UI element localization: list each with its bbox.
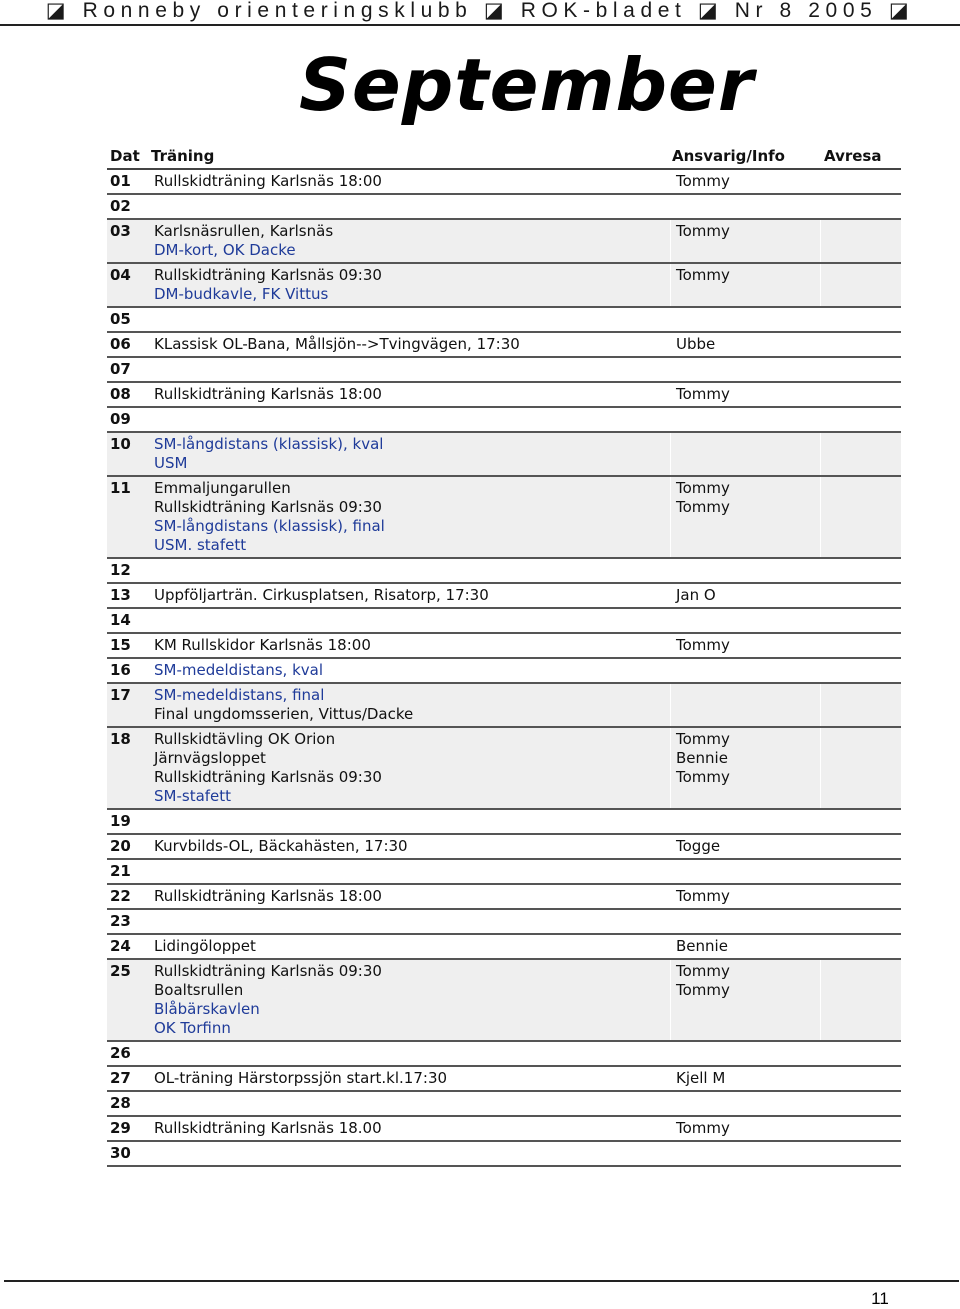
date-cell: 09 [110, 410, 131, 428]
page-title: September [299, 43, 755, 127]
column-header-ansvarig: Ansvarig/Info [672, 147, 785, 165]
responsible-name: Bennie [676, 937, 728, 955]
date-cell: 23 [110, 912, 131, 930]
table-row [107, 358, 901, 383]
date-cell: 27 [110, 1069, 131, 1087]
responsible-name: Tommy [676, 498, 730, 516]
date-cell: 11 [110, 479, 131, 497]
training-cell [148, 584, 670, 607]
table-row [107, 935, 901, 960]
training-entry: DM-budkavle, FK Vittus [154, 285, 329, 303]
training-empty [154, 561, 670, 580]
responsible-name: Tommy [676, 479, 730, 497]
departure-cell [820, 264, 901, 306]
table-row [107, 860, 901, 885]
departure-cell [820, 835, 901, 858]
departure-cell [820, 659, 901, 682]
training-entry: OK Torfinn [154, 1019, 231, 1037]
departure-cell [820, 170, 901, 193]
training-entry: Rullskidträning Karlsnäs 18:00 [154, 385, 382, 403]
responsible-cell [670, 1117, 820, 1140]
training-entry: KLassisk OL-Bana, Mållsjön-->Tvingvägen, 17:30 [154, 335, 520, 353]
training-entry: SM-stafett [154, 787, 232, 805]
training-entry: SM-långdistans (klassisk), final [154, 517, 385, 535]
date-cell: 21 [110, 862, 131, 880]
training-empty [154, 912, 670, 931]
training-empty [154, 310, 670, 329]
table-row [107, 264, 901, 308]
column-header-avresa: Avresa [824, 147, 882, 165]
date-cell: 19 [110, 812, 131, 830]
training-empty [154, 1144, 670, 1163]
table-row [107, 960, 901, 1042]
departure-cell [820, 1092, 901, 1115]
responsible-cell [670, 659, 820, 682]
departure-cell [820, 584, 901, 607]
training-cell [148, 835, 670, 858]
table-row [107, 835, 901, 860]
table-row [107, 659, 901, 684]
training-entry: SM-medeldistans, final [154, 686, 325, 704]
date-cell: 03 [110, 222, 131, 240]
responsible-name: Tommy [676, 887, 730, 905]
departure-cell [820, 634, 901, 657]
responsible-name: Tommy [676, 981, 730, 999]
departure-cell [820, 1067, 901, 1090]
training-cell [148, 383, 670, 406]
table-row [107, 559, 901, 584]
column-header-traning: Träning [151, 147, 215, 165]
table-row [107, 308, 901, 333]
table-row [107, 170, 901, 195]
table-row [107, 1117, 901, 1142]
responsible-cell [670, 170, 820, 193]
training-empty [154, 410, 670, 429]
table-row [107, 477, 901, 559]
departure-cell [820, 220, 901, 262]
departure-cell [820, 383, 901, 406]
training-cell [148, 634, 670, 657]
departure-cell [820, 433, 901, 475]
table-row [107, 885, 901, 910]
training-cell [148, 170, 670, 193]
date-cell: 25 [110, 962, 131, 980]
column-header-dat: Dat [110, 147, 140, 165]
date-cell: 18 [110, 730, 131, 748]
training-entry: Emmaljungarullen [154, 479, 291, 497]
table-row [107, 383, 901, 408]
responsible-cell [670, 885, 820, 908]
training-empty [154, 862, 670, 881]
departure-cell [820, 333, 901, 356]
training-empty [154, 1094, 670, 1113]
responsible-cell [670, 264, 820, 306]
responsible-cell [670, 1067, 820, 1090]
departure-cell [820, 1117, 901, 1140]
table-row [107, 810, 901, 835]
departure-cell [820, 885, 901, 908]
training-empty [154, 360, 670, 379]
responsible-cell [670, 634, 820, 657]
training-cell [148, 935, 670, 958]
table-header-row [107, 145, 901, 170]
date-cell: 01 [110, 172, 131, 190]
training-entry: Rullskidträning Karlsnäs 09:30 [154, 768, 382, 786]
table-row [107, 684, 901, 728]
date-cell: 15 [110, 636, 131, 654]
running-header [0, 0, 960, 24]
table-body [107, 170, 901, 1167]
date-cell: 07 [110, 360, 131, 378]
date-cell: 24 [110, 937, 131, 955]
table-row [107, 195, 901, 220]
table-row [107, 634, 901, 659]
responsible-name: Tommy [676, 222, 730, 240]
responsible-name: Tommy [676, 1119, 730, 1137]
date-cell: 04 [110, 266, 131, 284]
responsible-cell [670, 860, 820, 883]
table-row [107, 333, 901, 358]
date-cell: 14 [110, 611, 131, 629]
training-cell [148, 308, 670, 331]
training-cell [148, 408, 670, 431]
responsible-cell [670, 559, 820, 582]
departure-cell [820, 609, 901, 632]
responsible-cell [670, 910, 820, 933]
page-number: 11 [871, 1289, 889, 1308]
responsible-name: Tommy [676, 730, 730, 748]
training-empty [154, 812, 670, 831]
responsible-cell [670, 433, 820, 475]
responsible-cell [670, 584, 820, 607]
date-cell: 10 [110, 435, 131, 453]
responsible-name: Kjell M [676, 1069, 726, 1087]
responsible-name: Togge [676, 837, 721, 855]
departure-cell [820, 810, 901, 833]
responsible-cell [670, 684, 820, 726]
departure-cell [820, 477, 901, 557]
training-cell [148, 264, 670, 306]
training-empty [154, 611, 670, 630]
table-row [107, 1092, 901, 1117]
training-entry: SM-långdistans (klassisk), kval [154, 435, 384, 453]
responsible-cell [670, 835, 820, 858]
departure-cell [820, 960, 901, 1040]
departure-cell [820, 308, 901, 331]
responsible-name: Tommy [676, 385, 730, 403]
responsible-cell [670, 1092, 820, 1115]
training-entry: USM. stafett [154, 536, 247, 554]
training-entry: Uppföljarträn. Cirkusplatsen, Risatorp, 17:30 [154, 586, 489, 604]
training-cell [148, 1142, 670, 1165]
date-cell: 20 [110, 837, 131, 855]
responsible-name: Tommy [676, 962, 730, 980]
training-entry: Lidingöloppet [154, 937, 256, 955]
date-cell: 13 [110, 586, 131, 604]
table-row [107, 1067, 901, 1092]
training-entry: Rullskidträning Karlsnäs 18:00 [154, 172, 382, 190]
table-row [107, 220, 901, 264]
training-cell [148, 559, 670, 582]
training-cell [148, 659, 670, 682]
departure-cell [820, 684, 901, 726]
training-entry: Rullskidträning Karlsnäs 09:30 [154, 266, 382, 284]
training-entry: USM [154, 454, 188, 472]
training-cell [148, 860, 670, 883]
training-cell [148, 358, 670, 381]
date-cell: 22 [110, 887, 131, 905]
date-cell: 02 [110, 197, 131, 215]
training-entry: Rullskidträning Karlsnäs 18:00 [154, 887, 382, 905]
responsible-cell [670, 358, 820, 381]
responsible-name: Tommy [676, 172, 730, 190]
responsible-cell [670, 308, 820, 331]
training-cell [148, 810, 670, 833]
responsible-cell [670, 195, 820, 218]
responsible-cell [670, 333, 820, 356]
departure-cell [820, 860, 901, 883]
training-cell [148, 728, 670, 808]
responsible-cell [670, 1042, 820, 1065]
training-cell [148, 885, 670, 908]
table-row [107, 728, 901, 810]
departure-cell [820, 358, 901, 381]
date-cell: 16 [110, 661, 131, 679]
responsible-cell [670, 609, 820, 632]
training-entry: Rullskidtävling OK Orion [154, 730, 336, 748]
training-cell [148, 220, 670, 262]
date-cell: 12 [110, 561, 131, 579]
responsible-name: Bennie [676, 749, 728, 767]
responsible-name: Ubbe [676, 335, 716, 353]
training-entry: Rullskidträning Karlsnäs 18.00 [154, 1119, 382, 1137]
training-entry: DM-kort, OK Dacke [154, 241, 296, 259]
date-cell: 26 [110, 1044, 131, 1062]
departure-cell [820, 559, 901, 582]
responsible-cell [670, 960, 820, 1040]
departure-cell [820, 910, 901, 933]
departure-cell [820, 408, 901, 431]
responsible-cell [670, 477, 820, 557]
training-cell [148, 684, 670, 726]
responsible-cell [670, 220, 820, 262]
departure-cell [820, 1042, 901, 1065]
training-cell [148, 910, 670, 933]
training-cell [148, 1067, 670, 1090]
table-row [107, 1142, 901, 1167]
training-cell [148, 1042, 670, 1065]
table-row [107, 408, 901, 433]
responsible-cell [670, 810, 820, 833]
table-row [107, 584, 901, 609]
departure-cell [820, 1142, 901, 1165]
table-row [107, 1042, 901, 1067]
training-entry: Final ungdomsserien, Vittus/Dacke [154, 705, 414, 723]
responsible-name: Tommy [676, 636, 730, 654]
date-cell: 29 [110, 1119, 131, 1137]
training-empty [154, 197, 670, 216]
training-empty [154, 1044, 670, 1063]
responsible-cell [670, 728, 820, 808]
header-text: ◪ Ronneby orienteringsklubb ◪ ROK-bladet ◪ Nr 8 2005 ◪ [45, 0, 915, 22]
training-entry: Rullskidträning Karlsnäs 09:30 [154, 498, 382, 516]
training-cell [148, 195, 670, 218]
training-cell [148, 960, 670, 1040]
responsible-cell [670, 408, 820, 431]
table-row [107, 609, 901, 634]
training-entry: Kurvbilds-OL, Bäckahästen, 17:30 [154, 837, 408, 855]
date-cell: 28 [110, 1094, 131, 1112]
training-cell [148, 609, 670, 632]
date-cell: 17 [110, 686, 131, 704]
header-rule [0, 24, 960, 26]
training-entry: Rullskidträning Karlsnäs 09:30 [154, 962, 382, 980]
schedule-table [107, 145, 901, 1167]
training-cell [148, 477, 670, 557]
departure-cell [820, 728, 901, 808]
departure-cell [820, 195, 901, 218]
footer-rule [4, 1280, 959, 1282]
training-cell [148, 1117, 670, 1140]
responsible-cell [670, 1142, 820, 1165]
departure-cell [820, 935, 901, 958]
training-entry: KM Rullskidor Karlsnäs 18:00 [154, 636, 371, 654]
responsible-name: Jan O [676, 586, 716, 604]
responsible-name: Tommy [676, 266, 730, 284]
date-cell: 06 [110, 335, 131, 353]
training-cell [148, 433, 670, 475]
date-cell: 30 [110, 1144, 131, 1162]
training-entry: Blåbärskavlen [154, 1000, 260, 1018]
training-entry: Boaltsrullen [154, 981, 244, 999]
responsible-name: Tommy [676, 768, 730, 786]
table-row [107, 433, 901, 477]
responsible-cell [670, 935, 820, 958]
training-cell [148, 1092, 670, 1115]
table-row [107, 910, 901, 935]
training-entry: Järnvägsloppet [154, 749, 266, 767]
training-entry: Karlsnäsrullen, Karlsnäs [154, 222, 334, 240]
training-entry: OL-träning Härstorpssjön start.kl.17:30 [154, 1069, 448, 1087]
date-cell: 08 [110, 385, 131, 403]
training-entry: SM-medeldistans, kval [154, 661, 323, 679]
training-cell [148, 333, 670, 356]
date-cell: 05 [110, 310, 131, 328]
responsible-cell [670, 383, 820, 406]
